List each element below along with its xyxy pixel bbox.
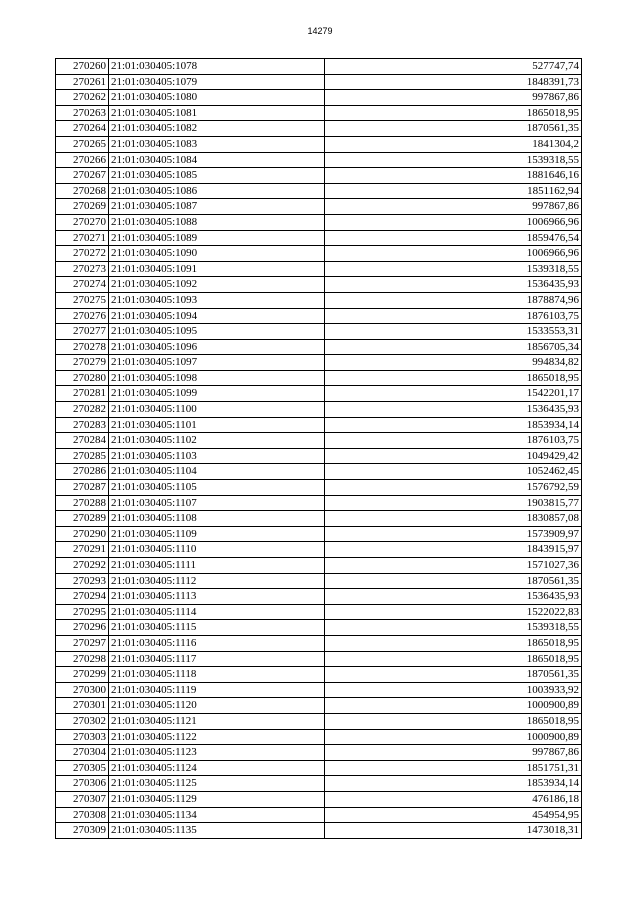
cadastral-number-cell: 21:01:030405:1087 <box>109 199 325 215</box>
table-row <box>56 90 582 106</box>
table-row <box>56 604 582 620</box>
value-cell: 1000900,89 <box>325 698 582 714</box>
value-cell: 476186,18 <box>325 791 582 807</box>
cadastral-number-cell: 21:01:030405:1098 <box>109 370 325 386</box>
value-cell: 997867,86 <box>325 745 582 761</box>
cadastral-number-cell: 21:01:030405:1105 <box>109 480 325 496</box>
row-number-cell: 270283 <box>56 417 109 433</box>
cadastral-number-cell: 21:01:030405:1102 <box>109 433 325 449</box>
row-number-cell: 270269 <box>56 199 109 215</box>
table-row <box>56 682 582 698</box>
row-number-cell: 270298 <box>56 651 109 667</box>
table-row <box>56 526 582 542</box>
cadastral-number-cell: 21:01:030405:1123 <box>109 745 325 761</box>
table-row <box>56 168 582 184</box>
value-cell: 454954,95 <box>325 807 582 823</box>
cadastral-number-cell: 21:01:030405:1091 <box>109 261 325 277</box>
value-cell: 1903815,77 <box>325 495 582 511</box>
cadastral-number-cell: 21:01:030405:1119 <box>109 682 325 698</box>
row-number-cell: 270281 <box>56 386 109 402</box>
row-number-cell: 270294 <box>56 589 109 605</box>
table-row <box>56 776 582 792</box>
cadastral-number-cell: 21:01:030405:1084 <box>109 152 325 168</box>
cadastral-number-cell: 21:01:030405:1088 <box>109 214 325 230</box>
row-number-cell: 270304 <box>56 745 109 761</box>
row-number-cell: 270307 <box>56 791 109 807</box>
row-number-cell: 270266 <box>56 152 109 168</box>
row-number-cell: 270309 <box>56 823 109 839</box>
table-row <box>56 511 582 527</box>
table-row <box>56 495 582 511</box>
cadastral-number-cell: 21:01:030405:1103 <box>109 448 325 464</box>
value-cell: 1853934,14 <box>325 417 582 433</box>
page-number: 14279 <box>307 26 333 36</box>
cadastral-number-cell: 21:01:030405:1129 <box>109 791 325 807</box>
table-row <box>56 230 582 246</box>
cadastral-number-cell: 21:01:030405:1099 <box>109 386 325 402</box>
row-number-cell: 270272 <box>56 246 109 262</box>
value-cell: 1576792,59 <box>325 480 582 496</box>
table-row <box>56 760 582 776</box>
row-number-cell: 270279 <box>56 355 109 371</box>
row-number-cell: 270268 <box>56 183 109 199</box>
row-number-cell: 270261 <box>56 74 109 90</box>
value-cell: 1870561,35 <box>325 121 582 137</box>
row-number-cell: 270263 <box>56 105 109 121</box>
cadastral-number-cell: 21:01:030405:1082 <box>109 121 325 137</box>
value-cell: 1542201,17 <box>325 386 582 402</box>
value-cell: 997867,86 <box>325 90 582 106</box>
row-number-cell: 270302 <box>56 713 109 729</box>
value-cell: 1865018,95 <box>325 370 582 386</box>
value-cell: 1851162,94 <box>325 183 582 199</box>
table-row <box>56 402 582 418</box>
cadastral-number-cell: 21:01:030405:1117 <box>109 651 325 667</box>
row-number-cell: 270280 <box>56 370 109 386</box>
value-cell: 1876103,75 <box>325 308 582 324</box>
row-number-cell: 270274 <box>56 277 109 293</box>
cadastral-number-cell: 21:01:030405:1115 <box>109 620 325 636</box>
cadastral-number-cell: 21:01:030405:1107 <box>109 495 325 511</box>
cadastral-number-cell: 21:01:030405:1135 <box>109 823 325 839</box>
cadastral-number-cell: 21:01:030405:1111 <box>109 558 325 574</box>
row-number-cell: 270275 <box>56 292 109 308</box>
value-cell: 1853934,14 <box>325 776 582 792</box>
cadastral-number-cell: 21:01:030405:1113 <box>109 589 325 605</box>
row-number-cell: 270308 <box>56 807 109 823</box>
table-row <box>56 152 582 168</box>
row-number-cell: 270293 <box>56 573 109 589</box>
value-cell: 1052462,45 <box>325 464 582 480</box>
cadastral-number-cell: 21:01:030405:1083 <box>109 136 325 152</box>
table-row <box>56 339 582 355</box>
cadastral-number-cell: 21:01:030405:1097 <box>109 355 325 371</box>
value-cell: 1830857,08 <box>325 511 582 527</box>
cadastral-number-cell: 21:01:030405:1112 <box>109 573 325 589</box>
value-cell: 1878874,96 <box>325 292 582 308</box>
cadastral-number-cell: 21:01:030405:1120 <box>109 698 325 714</box>
cadastral-number-cell: 21:01:030405:1085 <box>109 168 325 184</box>
value-cell: 1870561,35 <box>325 573 582 589</box>
row-number-cell: 270278 <box>56 339 109 355</box>
table-row <box>56 355 582 371</box>
table-row <box>56 448 582 464</box>
value-cell: 1539318,55 <box>325 261 582 277</box>
cadastral-number-cell: 21:01:030405:1090 <box>109 246 325 262</box>
row-number-cell: 270285 <box>56 448 109 464</box>
value-cell: 1843915,97 <box>325 542 582 558</box>
value-cell: 1856705,34 <box>325 339 582 355</box>
row-number-cell: 270265 <box>56 136 109 152</box>
value-cell: 1006966,96 <box>325 246 582 262</box>
table-row <box>56 386 582 402</box>
row-number-cell: 270306 <box>56 776 109 792</box>
value-cell: 1881646,16 <box>325 168 582 184</box>
value-cell: 1851751,31 <box>325 760 582 776</box>
cadastral-number-cell: 21:01:030405:1121 <box>109 713 325 729</box>
cadastral-number-cell: 21:01:030405:1080 <box>109 90 325 106</box>
table-row <box>56 558 582 574</box>
row-number-cell: 270267 <box>56 168 109 184</box>
row-number-cell: 270305 <box>56 760 109 776</box>
value-cell: 1870561,35 <box>325 667 582 683</box>
value-cell: 1865018,95 <box>325 105 582 121</box>
row-number-cell: 270295 <box>56 604 109 620</box>
value-cell: 1865018,95 <box>325 635 582 651</box>
row-number-cell: 270301 <box>56 698 109 714</box>
value-cell: 1473018,31 <box>325 823 582 839</box>
table-row <box>56 59 582 75</box>
value-cell: 1841304,2 <box>325 136 582 152</box>
row-number-cell: 270260 <box>56 59 109 75</box>
row-number-cell: 270270 <box>56 214 109 230</box>
value-cell: 527747,74 <box>325 59 582 75</box>
value-cell: 1865018,95 <box>325 713 582 729</box>
value-cell: 1533553,31 <box>325 324 582 340</box>
row-number-cell: 270291 <box>56 542 109 558</box>
value-cell: 994834,82 <box>325 355 582 371</box>
value-cell: 1536435,93 <box>325 589 582 605</box>
value-cell: 1848391,73 <box>325 74 582 90</box>
value-cell: 1539318,55 <box>325 620 582 636</box>
table-row <box>56 277 582 293</box>
value-cell: 1000900,89 <box>325 729 582 745</box>
table-row <box>56 480 582 496</box>
table-row <box>56 807 582 823</box>
cadastral-value-table <box>55 58 582 839</box>
cadastral-number-cell: 21:01:030405:1081 <box>109 105 325 121</box>
table-row <box>56 214 582 230</box>
value-cell: 1573909,97 <box>325 526 582 542</box>
table-row <box>56 324 582 340</box>
value-cell: 1571027,36 <box>325 558 582 574</box>
value-cell: 1539318,55 <box>325 152 582 168</box>
value-cell: 1003933,92 <box>325 682 582 698</box>
row-number-cell: 270288 <box>56 495 109 511</box>
table-row <box>56 136 582 152</box>
cadastral-number-cell: 21:01:030405:1134 <box>109 807 325 823</box>
table-row <box>56 791 582 807</box>
row-number-cell: 270289 <box>56 511 109 527</box>
row-number-cell: 270271 <box>56 230 109 246</box>
table-row <box>56 542 582 558</box>
table-row <box>56 246 582 262</box>
row-number-cell: 270303 <box>56 729 109 745</box>
table-row <box>56 433 582 449</box>
cadastral-number-cell: 21:01:030405:1104 <box>109 464 325 480</box>
cadastral-number-cell: 21:01:030405:1089 <box>109 230 325 246</box>
cadastral-number-cell: 21:01:030405:1108 <box>109 511 325 527</box>
row-number-cell: 270276 <box>56 308 109 324</box>
table-row <box>56 199 582 215</box>
cadastral-number-cell: 21:01:030405:1116 <box>109 635 325 651</box>
table-row <box>56 121 582 137</box>
table-row <box>56 105 582 121</box>
table-body <box>56 59 582 839</box>
row-number-cell: 270287 <box>56 480 109 496</box>
table-row <box>56 589 582 605</box>
row-number-cell: 270277 <box>56 324 109 340</box>
row-number-cell: 270284 <box>56 433 109 449</box>
value-cell: 1049429,42 <box>325 448 582 464</box>
table-row <box>56 417 582 433</box>
cadastral-number-cell: 21:01:030405:1100 <box>109 402 325 418</box>
cadastral-number-cell: 21:01:030405:1125 <box>109 776 325 792</box>
cadastral-number-cell: 21:01:030405:1124 <box>109 760 325 776</box>
value-cell: 1006966,96 <box>325 214 582 230</box>
value-cell: 1536435,93 <box>325 402 582 418</box>
table-row <box>56 667 582 683</box>
table-row <box>56 651 582 667</box>
cadastral-number-cell: 21:01:030405:1118 <box>109 667 325 683</box>
table-row <box>56 713 582 729</box>
table-row <box>56 308 582 324</box>
table-row <box>56 183 582 199</box>
table-row <box>56 698 582 714</box>
table-row <box>56 261 582 277</box>
row-number-cell: 270296 <box>56 620 109 636</box>
table-row <box>56 729 582 745</box>
row-number-cell: 270264 <box>56 121 109 137</box>
cadastral-number-cell: 21:01:030405:1086 <box>109 183 325 199</box>
cadastral-number-cell: 21:01:030405:1122 <box>109 729 325 745</box>
value-cell: 1859476,54 <box>325 230 582 246</box>
table-row <box>56 464 582 480</box>
table-row <box>56 573 582 589</box>
value-cell: 1536435,93 <box>325 277 582 293</box>
value-cell: 997867,86 <box>325 199 582 215</box>
row-number-cell: 270292 <box>56 558 109 574</box>
row-number-cell: 270286 <box>56 464 109 480</box>
row-number-cell: 270299 <box>56 667 109 683</box>
cadastral-number-cell: 21:01:030405:1096 <box>109 339 325 355</box>
cadastral-number-cell: 21:01:030405:1092 <box>109 277 325 293</box>
cadastral-number-cell: 21:01:030405:1079 <box>109 74 325 90</box>
value-cell: 1865018,95 <box>325 651 582 667</box>
cadastral-number-cell: 21:01:030405:1078 <box>109 59 325 75</box>
row-number-cell: 270297 <box>56 635 109 651</box>
cadastral-number-cell: 21:01:030405:1101 <box>109 417 325 433</box>
row-number-cell: 270290 <box>56 526 109 542</box>
cadastral-number-cell: 21:01:030405:1095 <box>109 324 325 340</box>
cadastral-number-cell: 21:01:030405:1109 <box>109 526 325 542</box>
table-row <box>56 635 582 651</box>
row-number-cell: 270273 <box>56 261 109 277</box>
cadastral-number-cell: 21:01:030405:1114 <box>109 604 325 620</box>
value-cell: 1522022,83 <box>325 604 582 620</box>
table-row <box>56 823 582 839</box>
table-row <box>56 74 582 90</box>
row-number-cell: 270300 <box>56 682 109 698</box>
cadastral-number-cell: 21:01:030405:1093 <box>109 292 325 308</box>
table-row <box>56 370 582 386</box>
table-row <box>56 745 582 761</box>
cadastral-number-cell: 21:01:030405:1110 <box>109 542 325 558</box>
row-number-cell: 270282 <box>56 402 109 418</box>
table-row <box>56 620 582 636</box>
cadastral-number-cell: 21:01:030405:1094 <box>109 308 325 324</box>
row-number-cell: 270262 <box>56 90 109 106</box>
table-row <box>56 292 582 308</box>
value-cell: 1876103,75 <box>325 433 582 449</box>
